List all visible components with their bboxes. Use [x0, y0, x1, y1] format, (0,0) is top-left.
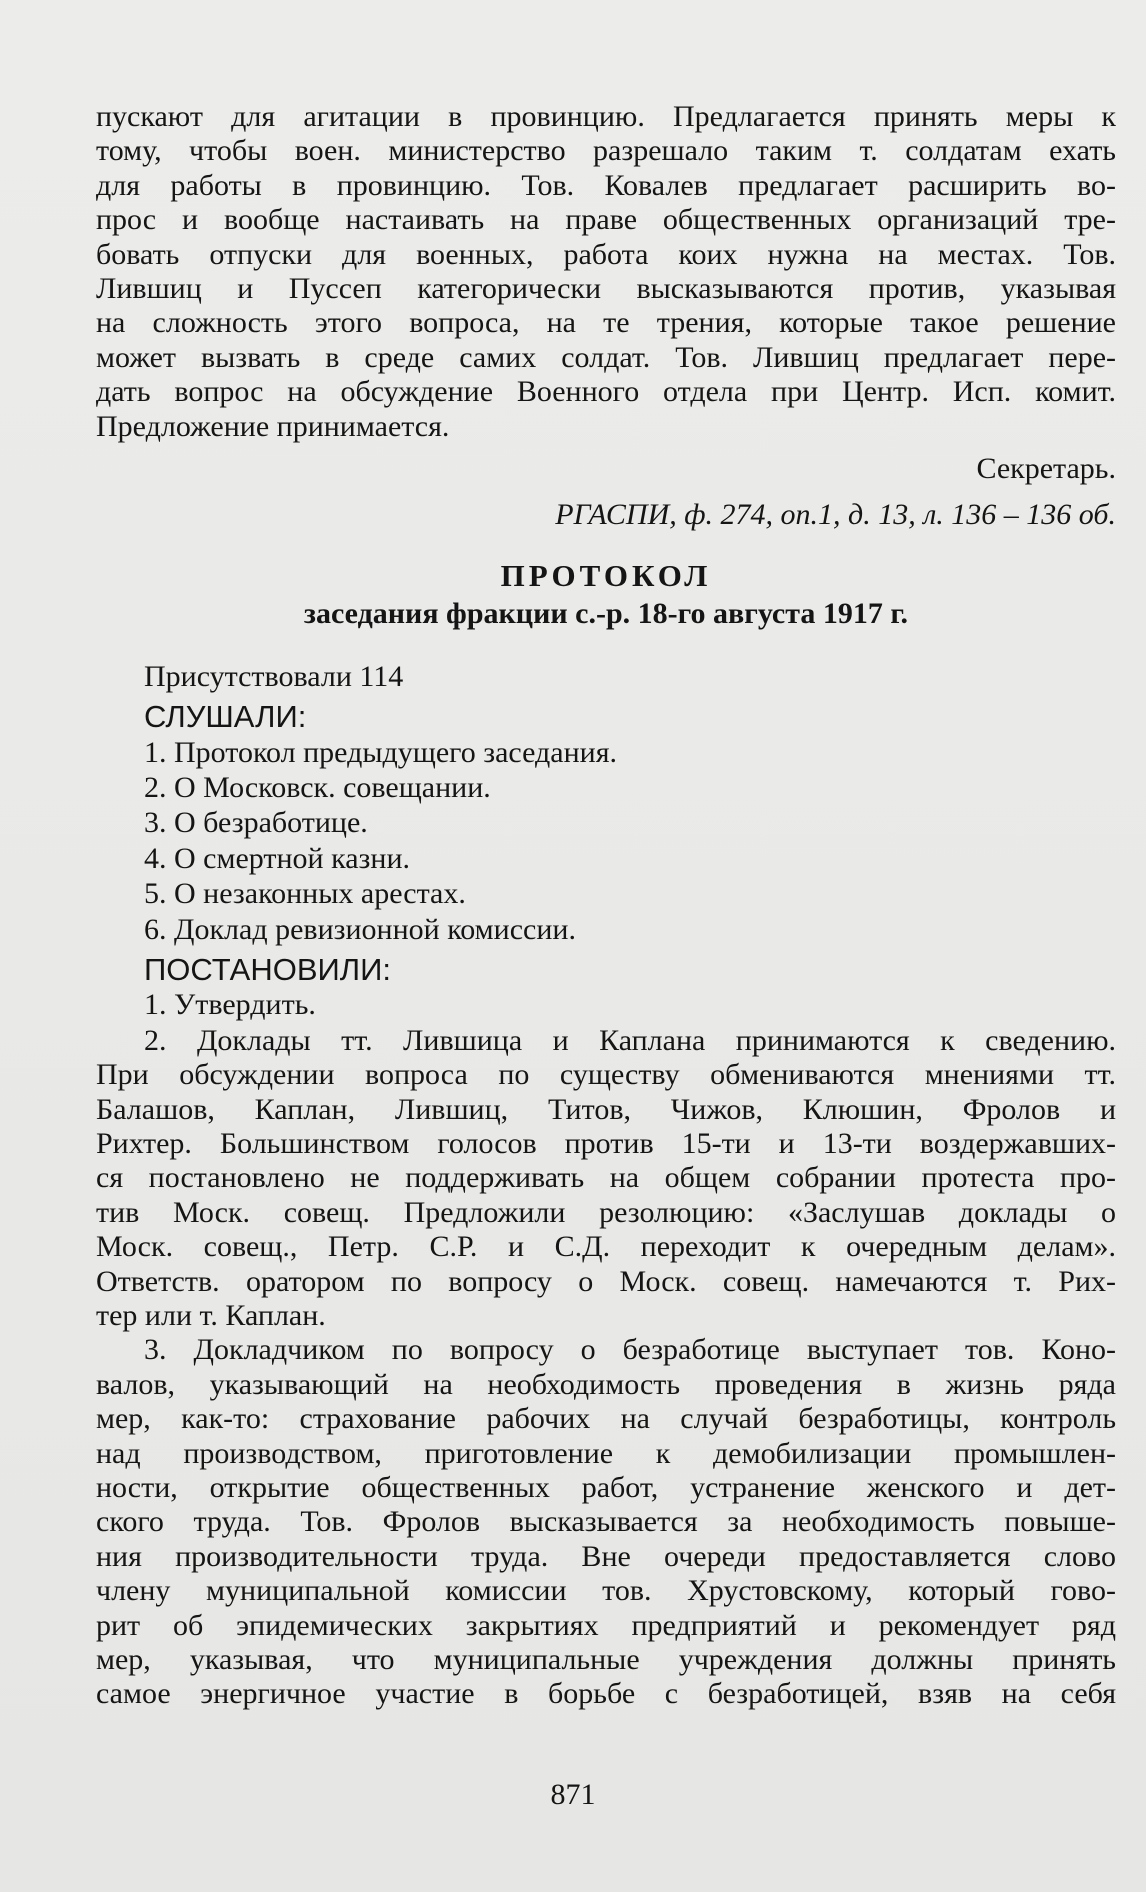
- text-line: Лившиц и Пуссеп категорически высказываются против, указывая: [96, 272, 1116, 306]
- text-line: ского труда. Тов. Фролов высказывается за необходимость повыше-: [96, 1505, 1116, 1539]
- text-line: Предложение принимается.: [96, 409, 450, 443]
- text-line: ности, открытие общественных работ, устранение женского и дет-: [96, 1471, 1116, 1505]
- text-line: Рихтер. Большинством голосов против 15-ти и 13-ти воздержавших-: [96, 1126, 1116, 1160]
- text-line: может вызвать в среде самих солдат. Тов. Лившиц предлагает пере-: [96, 340, 1116, 374]
- text-column: [96, 100, 1116, 1712]
- text-line: Балашов, Каплан, Лившиц, Титов, Чижов, Клюшин, Фролов и: [96, 1092, 1116, 1126]
- secretary-signature: Секретарь.: [976, 452, 1116, 486]
- text-line: мер, как-то: страхование рабочих на случай безработицы, контроль: [96, 1402, 1116, 1436]
- heard-heading: СЛУШАЛИ:: [144, 699, 307, 735]
- protocol-title: ПРОТОКОЛ: [500, 557, 712, 593]
- list-item: 4. О смертной казни.: [144, 841, 411, 875]
- text-line: на сложность этого вопроса, на те трения, которые такое решение: [96, 306, 1116, 340]
- text-line: бовать отпуски для военных, работа коих нужна на местах. Тов.: [96, 237, 1116, 271]
- text-line: Ответств. оратором по вопросу о Моск. совещ. намечаются т. Рих-: [96, 1264, 1116, 1298]
- protocol-subtitle: заседания фракции с.-р. 18-го августа 1917 г.: [303, 597, 909, 631]
- text-line: тер или т. Каплан.: [96, 1299, 326, 1332]
- text-line: самое энергичное участие в борьбе с безработицей, взяв на себя: [96, 1677, 1116, 1711]
- list-item: 5. О незаконных арестах.: [144, 877, 466, 911]
- text-line: валов, указывающий на необходимость проведения в жизнь ряда: [96, 1367, 1116, 1401]
- resolved-heading: ПОСТАНОВИЛИ:: [144, 951, 392, 987]
- list-item: 1. Протокол предыдущего заседания.: [144, 735, 617, 769]
- list-item: 3. О безработице.: [144, 806, 368, 840]
- archive-source: РГАСПИ, ф. 274, оп.1, д. 13, л. 136 – 136 об.: [555, 498, 1116, 532]
- resolution-paragraph-2: [96, 1024, 1116, 1334]
- attendance: Присутствовали 114: [144, 659, 404, 693]
- text-line: рит об эпидемических закрытиях предприятий и рекомендует ряд: [96, 1608, 1116, 1642]
- text-line: члену муниципальной комиссии тов. Хрустовскому, который гово-: [96, 1574, 1116, 1608]
- page-number: 871: [550, 1778, 596, 1811]
- list-item: 6. Доклад ревизионной комиссии.: [144, 912, 576, 946]
- text-line: над производством, приготовление к демобилизации промышлен-: [96, 1436, 1116, 1470]
- continuation-paragraph: [96, 100, 1116, 444]
- text-line: 3. Докладчиком по вопросу о безработице выступает тов. Коно-: [144, 1333, 1116, 1367]
- text-line: пускают для агитации в провинцию. Предлагается принять меры к: [96, 100, 1116, 133]
- text-line: ся постановлено не поддерживать на общем собрании протеста про-: [96, 1161, 1116, 1195]
- text-line: прос и вообще настаивать на праве общественных организаций тре-: [96, 203, 1116, 237]
- text-line: ния производительности труда. Вне очереди предоставляется слово: [96, 1539, 1116, 1573]
- heard-list: [96, 736, 1116, 947]
- text-line: тив Моск. совещ. Предложили резолюцию: «Заслушав доклады о: [96, 1195, 1116, 1229]
- resolution-item: 1. Утвердить.: [144, 988, 316, 1022]
- text-line: дать вопрос на обсуждение Военного отдела при Центр. Исп. комит.: [96, 375, 1116, 409]
- text-line: При обсуждении вопроса по существу обмениваются мнениями тт.: [96, 1058, 1116, 1092]
- text-line: Моск. совещ., Петр. С.Р. и С.Д. переходит к очередным делам».: [96, 1230, 1116, 1264]
- list-item: 2. О Московск. совещании.: [144, 770, 491, 804]
- resolution-paragraph-3: [96, 1333, 1116, 1711]
- text-line: тому, чтобы воен. министерство разрешало таким т. солдатам ехать: [96, 134, 1116, 168]
- text-line: 2. Доклады тт. Лившица и Каплана принимаются к сведению.: [144, 1023, 1116, 1057]
- text-line: для работы в провинцию. Тов. Ковалев предлагает расширить во-: [96, 168, 1116, 202]
- text-line: мер, указывая, что муниципальные учреждения должны принять: [96, 1643, 1116, 1677]
